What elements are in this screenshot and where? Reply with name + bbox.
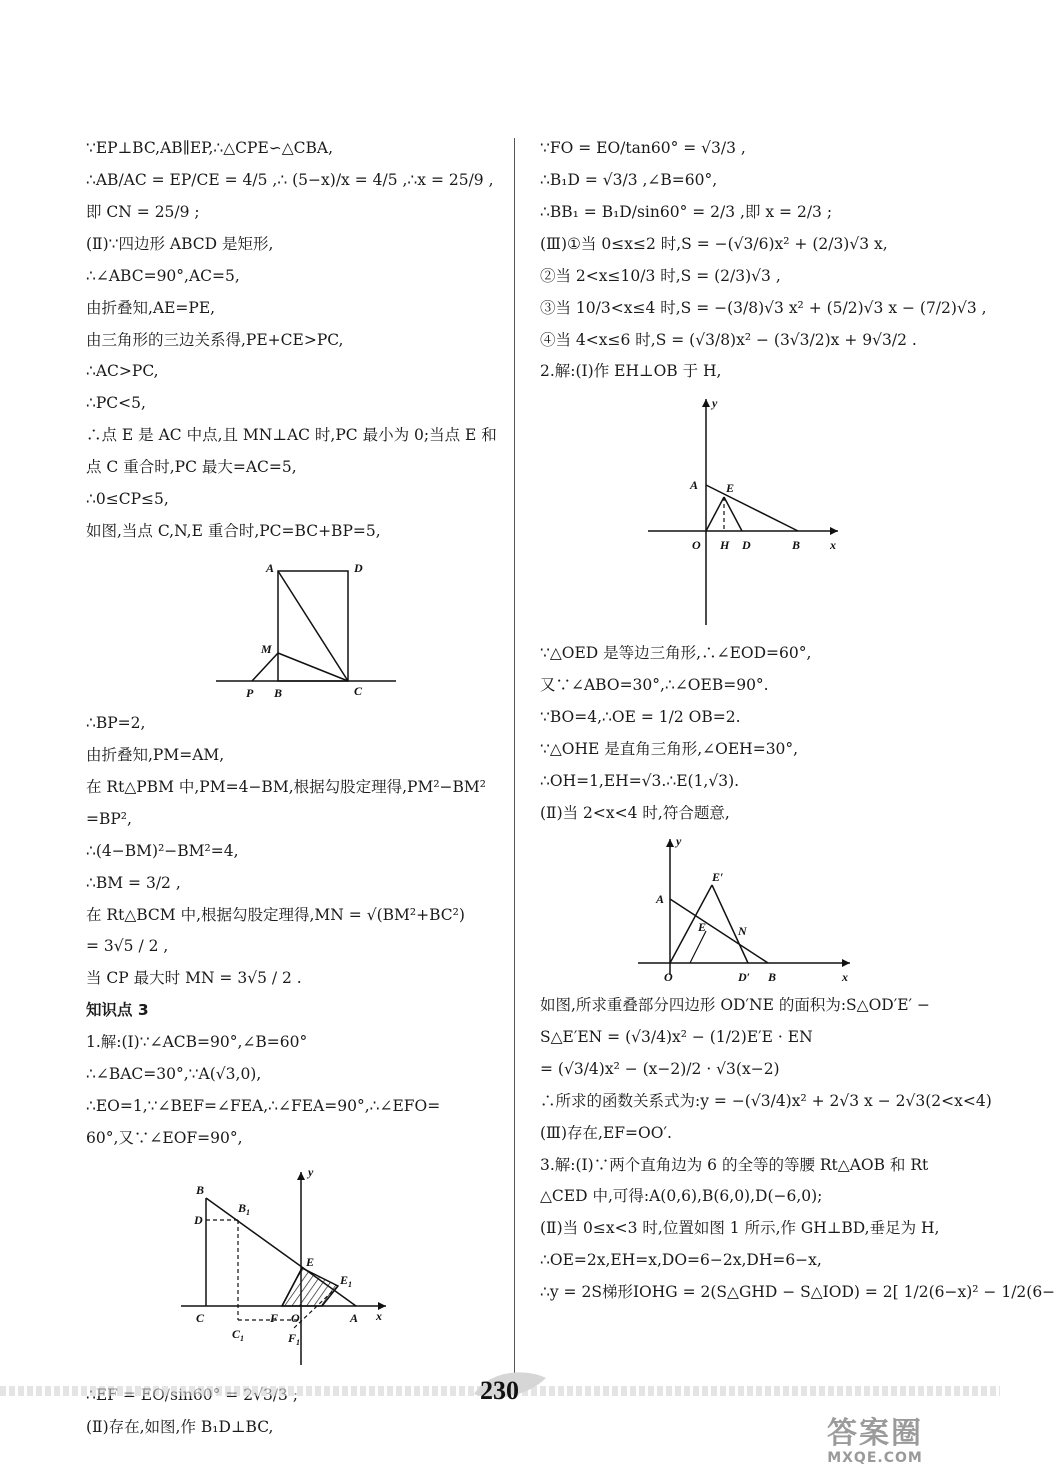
right-text-block-c	[540, 995, 1055, 1303]
fig3-label-c: C	[196, 1310, 205, 1325]
fig4-label-a: A	[656, 891, 665, 906]
text-line: 60°,又∵∠EOF=90°,	[86, 1128, 243, 1147]
text-line: ∴∠BAC=30°,∵A(√3,0),	[86, 1065, 262, 1084]
fig2-label-d: D	[742, 538, 751, 553]
fig4-label-x: x	[842, 969, 848, 984]
text-line: ∴BM = 3/2 ,	[86, 873, 181, 892]
text-line: = 3√5 / 2 ,	[86, 937, 169, 956]
fig1-label-a: A	[266, 560, 275, 575]
fig2-label-x: x	[830, 538, 836, 553]
text-line: ④当 4<x≤6 时,S = (√3/8)x² − (3√3/2)x + 9√3/2 .	[540, 330, 917, 349]
text-line: ∵△OHE 是直角三角形,∠OEH=30°,	[540, 740, 799, 759]
text-line: 由折叠知,AE=PE,	[86, 298, 216, 317]
text-line: ∴点 E 是 AC 中点,且 MN⊥AC 时,PC 最小为 0;当点 E 和	[86, 426, 497, 445]
text-line: 由折叠知,PM=AM,	[86, 745, 225, 764]
watermark	[790, 1418, 960, 1466]
text-line: ∴∠ABC=90°,AC=5,	[86, 266, 240, 285]
text-line: (Ⅱ)当 2<x<4 时,符合题意,	[540, 803, 730, 822]
fig3-label-f1: $F_1$	[288, 1330, 301, 1347]
fig2-label-h: H	[720, 538, 730, 553]
page-number: 230	[480, 1376, 519, 1405]
text-line: ∴OE=2x,EH=x,DO=6−2x,DH=6−x,	[540, 1251, 822, 1270]
fig3-label-b1: $B_1$	[238, 1200, 251, 1217]
text-line: 2.解:(Ⅰ)作 EH⊥OB 于 H,	[540, 362, 722, 381]
fig4-label-n: N	[738, 923, 747, 938]
fig3-label-c1: $C_1$	[232, 1326, 245, 1343]
fig2-label-e: E	[726, 481, 735, 496]
text-line: 当 CP 最大时 MN = 3√5 / 2 .	[86, 969, 302, 988]
text-line: ∵FO = EO/tan60° = √3/3 ,	[540, 139, 746, 157]
fig3-label-d: D	[194, 1212, 203, 1227]
right-text-block-b	[540, 643, 960, 824]
fig4-label-o: O	[664, 969, 673, 984]
fig1-label-c: C	[354, 683, 363, 698]
fig3-label-o: O	[291, 1310, 300, 1325]
fig3-label-x: x	[376, 1308, 382, 1323]
fig4-label-y: y	[676, 833, 682, 848]
figure-translated-triangle	[540, 835, 960, 985]
fig3-label-e1: $E_1$	[340, 1272, 353, 1289]
section-title: 知识点 3	[86, 1001, 149, 1020]
text-line: 3.解:(Ⅰ)∵两个直角边为 6 的全等的等腰 Rt△AOB 和 Rt	[540, 1155, 929, 1174]
text-line: 即 CN = 25/9 ;	[86, 202, 200, 221]
text-line: ∴B₁D = √3/3 ,∠B=60°,	[540, 170, 718, 189]
fig4-label-e-prime: E′	[712, 869, 724, 884]
left-text-block-b	[86, 713, 496, 989]
text-line: ∴AB/AC = EP/CE = 4/5 ,∴ (5−x)/x = 4/5 ,∴x = 25/9 ,	[86, 170, 494, 189]
text-line: 如图,所求重叠部分四边形 OD′NE 的面积为:S△OD′E′ −	[540, 995, 930, 1014]
text-line: ∴BP=2,	[86, 713, 146, 732]
right-column	[540, 138, 1055, 1314]
watermark-url: MXQE.COM	[827, 1450, 923, 1466]
text-line: ∵EP⊥BC,AB∥EP,∴△CPE∽△CBA,	[86, 139, 334, 157]
figure-rectangle-fold	[86, 553, 496, 703]
text-line: (Ⅲ)存在,EF=OO′.	[540, 1123, 672, 1142]
text-line: ∴PC<5,	[86, 394, 146, 413]
fig4-label-d-prime: D′	[738, 969, 751, 984]
text-line: (Ⅱ)∵四边形 ABCD 是矩形,	[86, 234, 274, 253]
watermark-logo-text: 答案圈	[827, 1416, 923, 1451]
fig3-label-e: E	[306, 1254, 315, 1269]
text-line: ∴y = 2S梯形IOHG = 2(S△GHD − S△IOD) = 2[ 1/2(6−x)² − 1/2(6−	[540, 1283, 1055, 1302]
text-line: (Ⅲ)①当 0≤x≤2 时,S = −(√3/6)x² + (2/3)√3 x,	[540, 234, 888, 253]
column-divider	[514, 138, 515, 1383]
left-text-block-c	[86, 1032, 496, 1149]
text-line: 由三角形的三边关系得,PE+CE>PC,	[86, 330, 344, 349]
left-text-block-a	[86, 138, 496, 542]
figure-coordinate-triangle	[86, 1160, 496, 1375]
figure-equilateral-triangle	[540, 393, 960, 633]
fig3-label-f: F	[270, 1310, 279, 1325]
text-line: =BP²,	[86, 809, 132, 828]
text-line: = (√3/4)x² − (x−2)/2 · √3(x−2)	[540, 1059, 780, 1078]
fig1-label-m: M	[261, 641, 272, 656]
text-line: ∵△OED 是等边三角形,∴∠EOD=60°,	[540, 644, 812, 663]
text-line: 又∵∠ABO=30°,∴∠OEB=90°.	[540, 676, 769, 695]
text-line: ∴EO=1,∵∠BEF=∠FEA,∴∠FEA=90°,∴∠EFO=	[86, 1097, 441, 1116]
fig4-label-b: B	[768, 969, 777, 984]
fig3-label-y: y	[308, 1164, 314, 1179]
text-line: ∴BB₁ = B₁D/sin60° = 2/3 ,即 x = 2/3 ;	[540, 202, 833, 221]
fig1-label-p: P	[246, 685, 254, 700]
text-line: (Ⅱ)当 0≤x<3 时,位置如图 1 所示,作 GH⊥BD,垂足为 H,	[540, 1219, 940, 1238]
text-line: 点 C 重合时,PC 最大=AC=5,	[86, 458, 297, 477]
text-line: 在 Rt△BCM 中,根据勾股定理得,MN = √(BM²+BC²)	[86, 905, 465, 924]
text-line: ③当 10/3<x≤4 时,S = −(3/8)√3 x² + (5/2)√3 x − (7/2)√3 ,	[540, 298, 987, 317]
text-line: 1.解:(Ⅰ)∵∠ACB=90°,∠B=60°	[86, 1033, 308, 1052]
text-line: (Ⅱ)存在,如图,作 B₁D⊥BC,	[86, 1417, 274, 1436]
text-line: ∵BO=4,∴OE = 1/2 OB=2.	[540, 708, 741, 727]
left-column	[86, 138, 496, 1449]
fig2-label-a: A	[690, 478, 699, 493]
fig3-label-a: A	[350, 1310, 359, 1325]
text-line: ∴AC>PC,	[86, 362, 159, 381]
text-line: ∴0≤CP≤5,	[86, 490, 169, 509]
fig1-label-b: B	[274, 685, 283, 700]
right-text-block-a	[540, 138, 987, 382]
text-line: △CED 中,可得:A(0,6),B(6,0),D(−6,0);	[540, 1187, 823, 1206]
text-line: 在 Rt△PBM 中,PM=4−BM,根据勾股定理得,PM²−BM²	[86, 777, 487, 796]
text-line: S△E′EN = (√3/4)x² − (1/2)E′E · EN	[540, 1027, 813, 1046]
fig1-label-d: D	[354, 560, 363, 575]
fig2-label-b: B	[792, 538, 801, 553]
text-line: ∴OH=1,EH=√3.∴E(1,√3).	[540, 772, 740, 791]
text-line: 如图,当点 C,N,E 重合时,PC=BC+BP=5,	[86, 522, 381, 541]
text-line: ∴所求的函数关系式为:y = −(√3/4)x² + 2√3 x − 2√3(2<x<4)	[540, 1091, 992, 1110]
fig2-label-o: O	[692, 538, 701, 553]
fig3-label-b: B	[196, 1182, 205, 1197]
fig2-label-y: y	[712, 396, 718, 411]
fig4-label-e: E	[698, 919, 707, 934]
text-line: ②当 2<x≤10/3 时,S = (2/3)√3 ,	[540, 266, 781, 285]
text-line: ∴(4−BM)²−BM²=4,	[86, 841, 239, 860]
